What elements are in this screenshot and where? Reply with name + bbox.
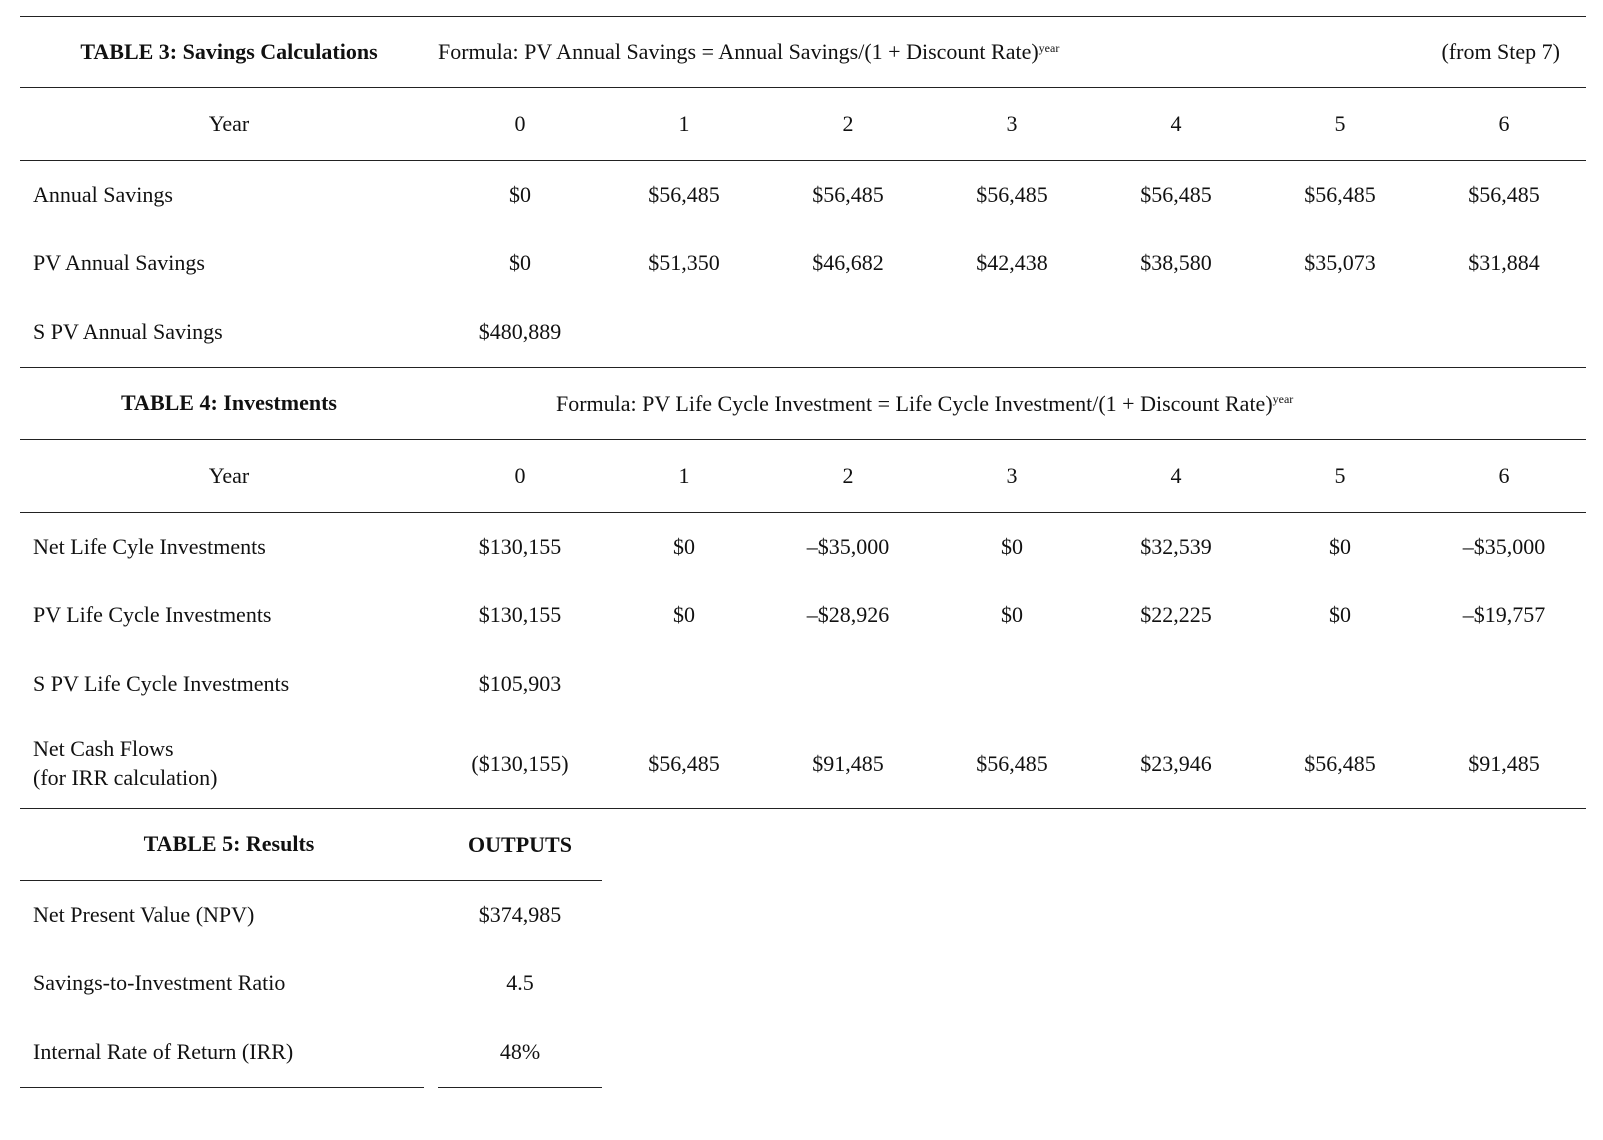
table5-bottom-rule-left xyxy=(20,1087,424,1088)
row-label: PV Annual Savings xyxy=(33,249,205,275)
table3-year-cell: 3 xyxy=(1006,111,1018,136)
table4-sum-row xyxy=(0,649,1603,719)
table3-year-row xyxy=(0,88,1603,160)
table3-annual-savings-row xyxy=(0,161,1603,229)
value-cell: ($130,155) xyxy=(471,750,569,776)
table3-title: TABLE 3: Savings Calculations xyxy=(80,38,378,64)
table3-year-cell: 4 xyxy=(1170,111,1182,136)
row-label: S PV Annual Savings xyxy=(33,318,223,344)
table3-sum-row xyxy=(0,297,1603,367)
value-cell: $56,485 xyxy=(976,182,1048,207)
table3-year-label: Year xyxy=(208,110,250,136)
table4-year-row xyxy=(0,440,1603,512)
value-cell: $0 xyxy=(673,534,695,559)
value-cell: $31,884 xyxy=(1468,250,1540,275)
table3-formula-text: Formula: PV Annual Savings = Annual Savings/(1 + Discount Rate) xyxy=(438,39,1039,64)
value-cell: $56,485 xyxy=(976,750,1048,776)
table3-year-cell: 1 xyxy=(678,111,690,136)
value-cell: $42,438 xyxy=(976,250,1048,275)
table4-year-cell: 0 xyxy=(514,463,526,488)
table4-year-cell: 6 xyxy=(1498,463,1510,488)
table3-pv-annual-savings-row xyxy=(0,229,1603,297)
table4-header-row xyxy=(0,368,1603,439)
table3-header-row xyxy=(0,17,1603,87)
table4-year-cell: 1 xyxy=(678,463,690,488)
value-cell: $56,485 xyxy=(1304,182,1376,207)
output-value-cell: $374,985 xyxy=(478,902,562,927)
row-label: PV Life Cycle Investments xyxy=(33,601,272,627)
row-label: Internal Rate of Return (IRR) xyxy=(33,1038,294,1064)
value-cell: $56,485 xyxy=(1468,182,1540,207)
value-cell: $32,539 xyxy=(1140,534,1212,559)
value-cell: $0 xyxy=(1329,602,1351,627)
table4-year-cell: 2 xyxy=(842,463,854,488)
value-cell: $22,225 xyxy=(1140,602,1212,627)
table3-year-cell: 0 xyxy=(514,111,526,136)
row-label: Net Present Value (NPV) xyxy=(33,901,255,927)
value-cell: $23,946 xyxy=(1140,750,1212,776)
value-cell: $91,485 xyxy=(1468,750,1540,776)
value-cell: –$19,757 xyxy=(1462,602,1546,627)
table3-formula-source: (from Step 7) xyxy=(1441,39,1560,64)
table3-year-cell: 6 xyxy=(1498,111,1510,136)
value-cell: $46,682 xyxy=(812,250,884,275)
row-label: S PV Life Cycle Investments xyxy=(33,670,290,696)
table5-header-row xyxy=(0,809,1603,880)
table5-outputs-header: OUTPUTS xyxy=(468,831,572,857)
output-value-cell: 4.5 xyxy=(506,970,534,995)
value-cell: $130,155 xyxy=(478,534,562,559)
table4-year-label: Year xyxy=(208,462,250,488)
table4-net-investments-row xyxy=(0,513,1603,581)
value-cell: $56,485 xyxy=(1304,750,1376,776)
sum-value-cell: $105,903 xyxy=(478,671,562,696)
value-cell: $0 xyxy=(1001,602,1023,627)
value-cell: $91,485 xyxy=(812,750,884,776)
table4-title: TABLE 4: Investments xyxy=(121,390,337,416)
table4-year-cell: 4 xyxy=(1170,463,1182,488)
value-cell: $0 xyxy=(673,602,695,627)
table5-sir-row xyxy=(0,949,1603,1017)
row-label xyxy=(33,719,423,808)
table4-net-cash-flows-row xyxy=(0,719,1603,808)
table3-year-cell: 2 xyxy=(842,111,854,136)
row-label: Savings-to-Investment Ratio xyxy=(33,969,286,995)
table4-formula xyxy=(556,368,1556,439)
value-cell: –$35,000 xyxy=(806,534,890,559)
value-cell: $56,485 xyxy=(1140,182,1212,207)
value-cell: –$28,926 xyxy=(806,602,890,627)
table4-formula-text: Formula: PV Life Cycle Investment = Life Cycle Investment/(1 + Discount Rate) xyxy=(556,390,1273,416)
value-cell: $51,350 xyxy=(648,250,720,275)
value-cell: $38,580 xyxy=(1140,250,1212,275)
output-value-cell: 48% xyxy=(499,1039,541,1064)
table4-year-cell: 5 xyxy=(1334,463,1346,488)
table4-year-cell: 3 xyxy=(1006,463,1018,488)
value-cell: $35,073 xyxy=(1304,250,1376,275)
row-label-line: (for IRR calculation) xyxy=(33,764,218,790)
table3-year-cell: 5 xyxy=(1334,111,1346,136)
table5-irr-row xyxy=(0,1017,1603,1087)
value-cell: $56,485 xyxy=(812,182,884,207)
value-cell: $0 xyxy=(1329,534,1351,559)
table3-formula xyxy=(438,17,1438,87)
sum-value-cell: $480,889 xyxy=(478,319,562,344)
table3-formula-exponent: year xyxy=(1038,40,1060,55)
row-label-line: Net Cash Flows xyxy=(33,735,174,761)
row-label: Net Life Cyle Investments xyxy=(33,533,266,559)
value-cell: $56,485 xyxy=(648,750,720,776)
value-cell: $0 xyxy=(509,182,531,207)
value-cell: $0 xyxy=(1001,534,1023,559)
value-cell: $56,485 xyxy=(648,182,720,207)
value-cell: –$35,000 xyxy=(1462,534,1546,559)
value-cell: $0 xyxy=(509,250,531,275)
table4-pv-investments-row xyxy=(0,581,1603,649)
row-label: Annual Savings xyxy=(33,181,173,207)
table5-bottom-rule-right xyxy=(438,1087,602,1088)
table5-title: TABLE 5: Results xyxy=(143,831,315,857)
table5-npv-row xyxy=(0,881,1603,949)
value-cell: $130,155 xyxy=(478,602,562,627)
table4-formula-exponent: year xyxy=(1272,392,1294,406)
